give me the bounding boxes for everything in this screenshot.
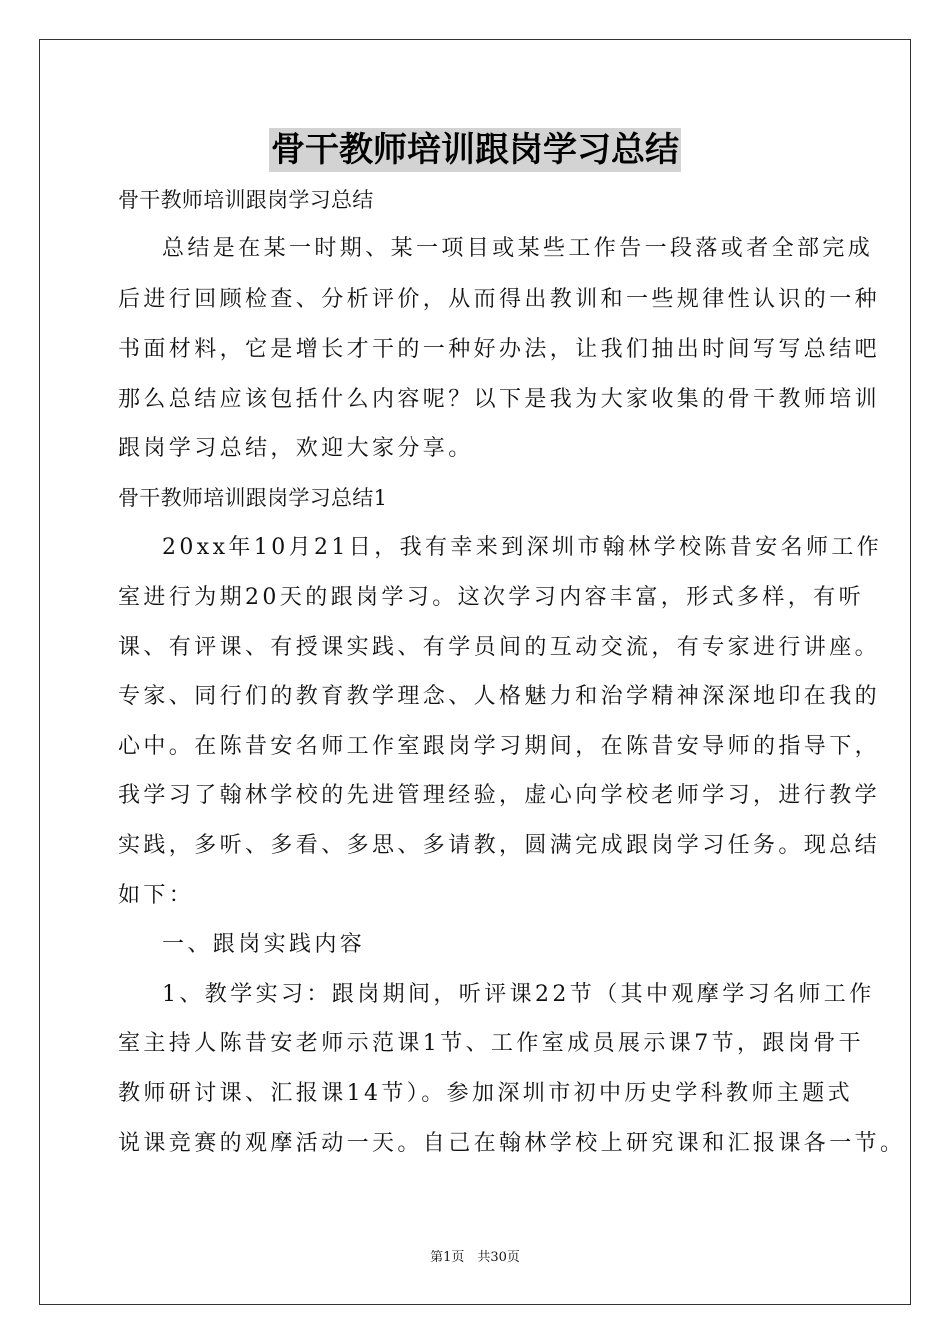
paragraph-line: 教师研讨课、汇报课14节）。参加深圳市初中历史学科教师主题式	[118, 1081, 853, 1106]
paragraph-line: 跟岗学习总结，欢迎大家分享。	[118, 436, 474, 461]
paragraph-line: 说课竞赛的观摩活动一天。自己在翰林学校上研究课和汇报课各一节。	[118, 1131, 906, 1156]
paragraph-line: 心中。在陈昔安名师工作室跟岗学习期间，在陈昔安导师的指导下，	[118, 734, 881, 759]
paragraph-line: 那么总结应该包括什么内容呢？以下是我为大家收集的骨干教师培训	[118, 387, 881, 412]
subtitle-line: 骨干教师培训跟岗学习总结	[118, 188, 374, 212]
section-heading: 一、跟岗实践内容	[162, 932, 366, 957]
paragraph-line: 室进行为期20天的跟岗学习。这次学习内容丰富，形式多样，有听	[118, 585, 864, 610]
paragraph-line: 室主持人陈昔安老师示范课1节、工作室成员展示课7节，跟岗骨干	[118, 1031, 864, 1056]
page-border	[39, 39, 911, 1305]
paragraph-line: 总结是在某一时期、某一项目或某些工作告一段落或者全部完成	[162, 236, 874, 261]
paragraph-line: 课、有评课、有授课实践、有学员间的互动交流，有专家进行讲座。	[118, 635, 881, 660]
paragraph-line: 1、教学实习：跟岗期间，听评课22节（其中观摩学习名师工作	[162, 982, 875, 1007]
paragraph-line: 专家、同行们的教育教学理念、人格魅力和治学精神深深地印在我的	[118, 684, 881, 709]
paragraph-line: 后进行回顾检查、分析评价，从而得出教训和一些规律性认识的一种	[118, 287, 881, 312]
paragraph-line: 20xx年10月21日，我有幸来到深圳市翰林学校陈昔安名师工作	[162, 535, 883, 560]
page-footer: 第1页 共30页	[430, 1250, 520, 1265]
paragraph-line: 我学习了翰林学校的先进管理经验，虚心向学校老师学习，进行教学	[118, 783, 881, 808]
section-heading: 骨干教师培训跟岗学习总结1	[118, 486, 388, 510]
paragraph-line: 实践，多听、多看、多思、多请教，圆满完成跟岗学习任务。现总结	[118, 833, 881, 858]
paragraph-line: 书面材料，它是增长才干的一种好办法，让我们抽出时间写写总结吧	[118, 337, 881, 362]
paragraph-line: 如下：	[118, 883, 195, 908]
title-wrap	[0, 128, 950, 172]
document-title: 骨干教师培训跟岗学习总结	[271, 130, 679, 170]
